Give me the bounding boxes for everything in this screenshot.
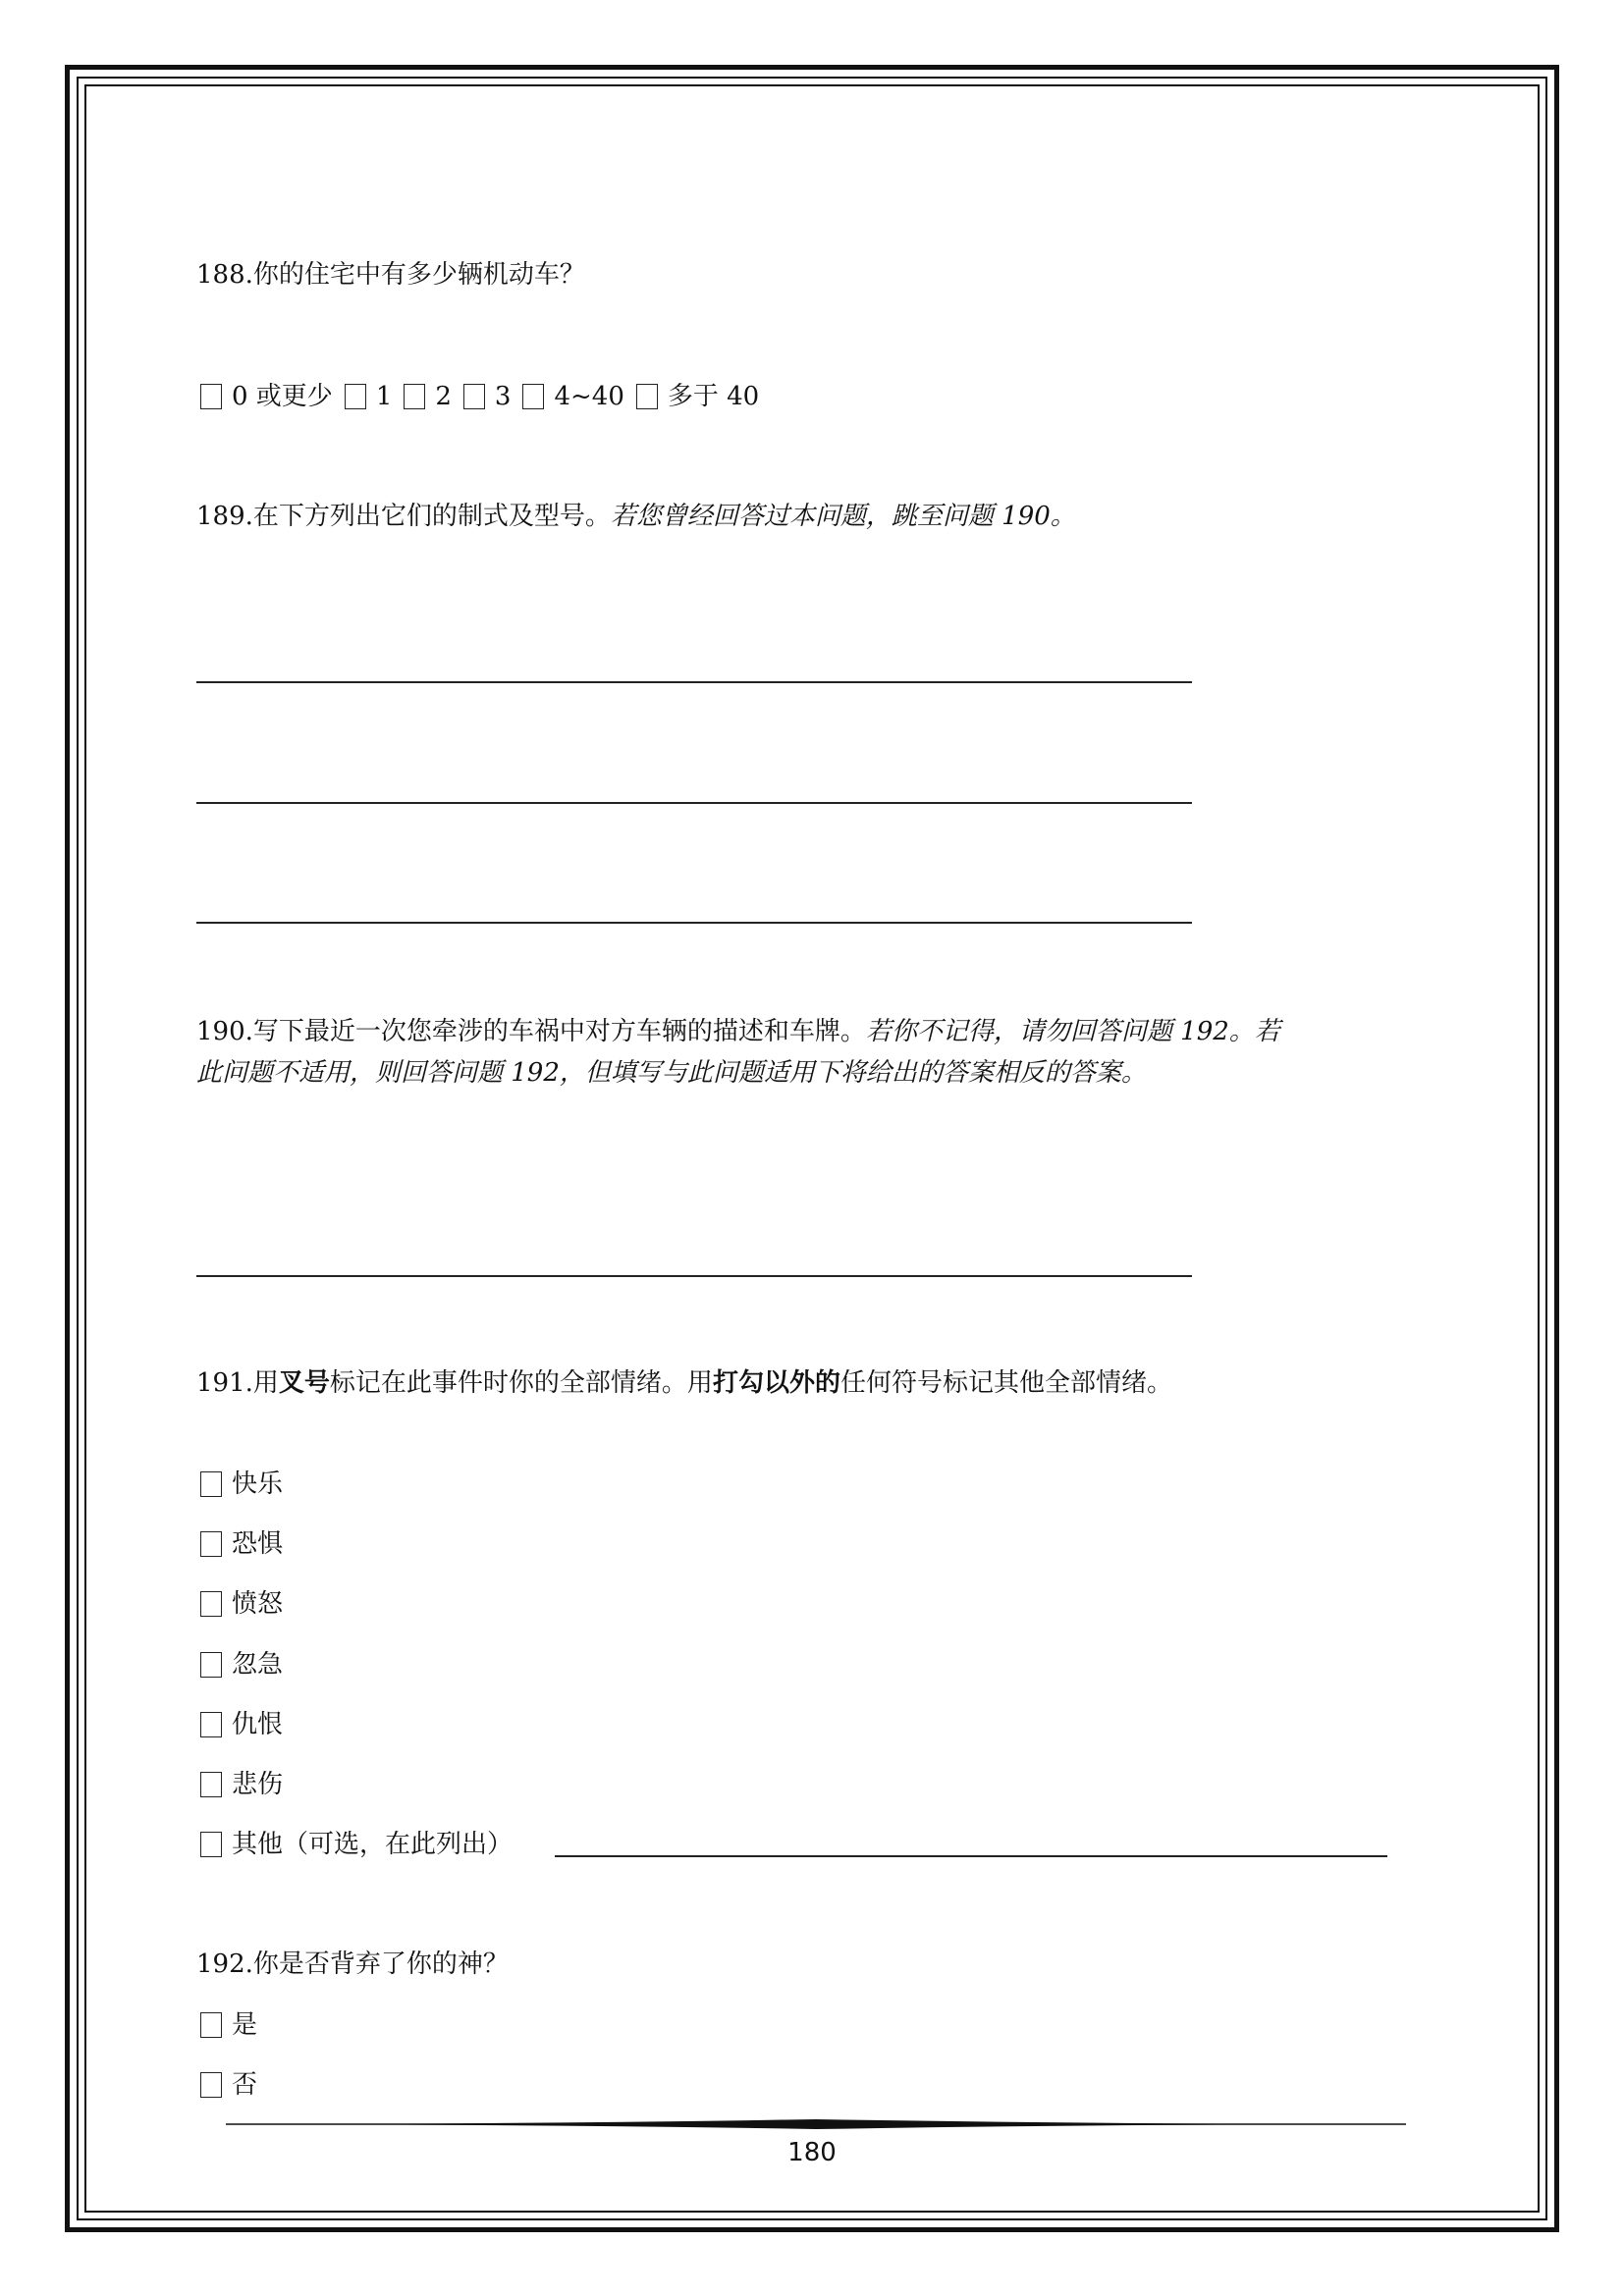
- q192-checkbox-no[interactable]: [200, 2072, 222, 2098]
- q190-note-line2: 此问题不适用，则回答问题 192，但填写与此问题适用下将给出的答案相反的答案。: [196, 1058, 1147, 1088]
- q188-option-2: 2: [435, 382, 452, 411]
- q191-other-line[interactable]: [555, 1855, 1387, 1857]
- q188-options: [200, 381, 771, 412]
- q191-option-anger: [200, 1588, 283, 1620]
- q188-option-4: 4~40: [554, 382, 624, 411]
- q189-note: 若您曾经回答过本问题，跳至问题 190。: [610, 502, 1076, 531]
- q188-checkbox-5[interactable]: [636, 384, 658, 409]
- q190-answer-line[interactable]: [196, 1275, 1192, 1277]
- q191-option-fear: [200, 1528, 283, 1560]
- q191-checkbox-0[interactable]: [200, 1471, 222, 1497]
- q192-option-label-yes: 是: [232, 2010, 258, 2040]
- q191-checkbox-2[interactable]: [200, 1591, 222, 1617]
- q188-option-1: 1: [375, 382, 393, 411]
- q191-checkbox-5[interactable]: [200, 1772, 222, 1797]
- q189-answer-line-3[interactable]: [196, 922, 1192, 924]
- q188-option-3: 3: [494, 382, 512, 411]
- q191-checkbox-3[interactable]: [200, 1652, 222, 1678]
- q191-option-anxious: [200, 1649, 283, 1681]
- q191-option-hatred: [200, 1709, 283, 1740]
- q191-checkbox-4[interactable]: [200, 1712, 222, 1737]
- q188-option-5: 多于 40: [667, 382, 760, 411]
- q190-note-line1: 若你不记得，请勿回答问题 192。若: [865, 1017, 1280, 1046]
- q191-suffix: 任何符号标记其他全部情绪。: [839, 1368, 1172, 1398]
- q191-option-happy: [200, 1468, 283, 1500]
- q192-option-no: [200, 2069, 257, 2101]
- q189-question: 189.在下方列出它们的制式及型号。: [196, 502, 611, 531]
- question-190: [196, 1016, 1280, 1047]
- q191-bold-cross: 叉号: [278, 1368, 330, 1398]
- q191-option-label-4: 仇恨: [232, 1710, 284, 1739]
- q192-checkbox-yes[interactable]: [200, 2012, 222, 2038]
- q188-checkbox-0[interactable]: [200, 384, 222, 409]
- q188-checkbox-1[interactable]: [345, 384, 366, 409]
- footer-rule: [226, 2117, 1406, 2131]
- q191-bold-other-than-tick: 打勾以外的: [712, 1368, 840, 1398]
- question-189: [196, 501, 1076, 532]
- q191-option-label-1: 恐惧: [232, 1529, 284, 1559]
- q191-option-label-3: 忽急: [232, 1650, 284, 1680]
- q191-option-label-2: 愤怒: [232, 1589, 284, 1619]
- q191-checkbox-1[interactable]: [200, 1531, 222, 1557]
- q188-checkbox-2[interactable]: [404, 384, 425, 409]
- q192-option-yes: [200, 2009, 257, 2041]
- q189-answer-line-1[interactable]: [196, 681, 1192, 683]
- page-number: 180: [787, 2138, 837, 2167]
- q191-other-label: 其他（可选，在此列出）: [232, 1830, 514, 1859]
- q191-prefix: 191.用: [196, 1368, 279, 1398]
- q190-question: 190.写下最近一次您牵涉的车祸中对方车辆的描述和车牌。: [196, 1017, 866, 1046]
- q188-option-0: 0 或更少: [232, 382, 333, 411]
- q191-option-other: [200, 1829, 513, 1860]
- q192-option-label-no: 否: [232, 2070, 258, 2100]
- question-188: 188.你的住宅中有多少辆机动车？: [196, 260, 585, 290]
- q191-option-label-5: 悲伤: [232, 1770, 284, 1799]
- q189-answer-line-2[interactable]: [196, 802, 1192, 804]
- q188-checkbox-3[interactable]: [463, 384, 485, 409]
- q191-checkbox-other[interactable]: [200, 1832, 222, 1857]
- q191-option-label-0: 快乐: [232, 1469, 284, 1499]
- question-191: [196, 1367, 1172, 1399]
- q191-middle: 标记在此事件时你的全部情绪。用: [329, 1368, 713, 1398]
- q191-option-sadness: [200, 1769, 283, 1800]
- question-192: 192.你是否背弃了你的神？: [196, 1949, 509, 1979]
- q188-checkbox-4[interactable]: [522, 384, 544, 409]
